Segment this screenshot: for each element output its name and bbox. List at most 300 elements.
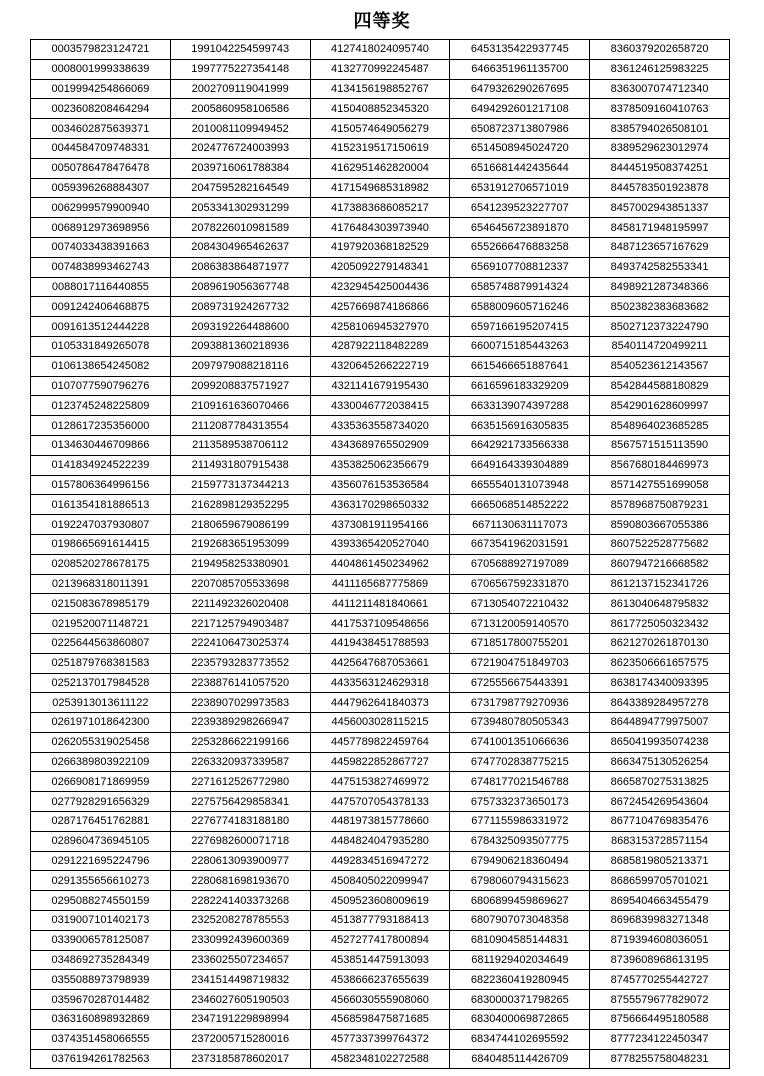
number-cell: 8613040648795832 [590, 594, 730, 614]
number-cell: 6615466651887641 [450, 356, 590, 376]
number-cell: 2099208837571927 [170, 376, 310, 396]
number-cell: 2162898129352295 [170, 495, 310, 515]
number-cell: 2114931807915438 [170, 455, 310, 475]
number-cell: 4527277417800894 [310, 930, 450, 950]
number-cell: 0291355656610273 [31, 871, 171, 891]
number-cell: 2039716061788384 [170, 158, 310, 178]
number-cell: 2109161636070466 [170, 396, 310, 416]
table-row [31, 713, 730, 733]
number-cell: 4152319517150619 [310, 138, 450, 158]
number-cell: 6822360419280945 [450, 970, 590, 990]
number-cell: 2089619056367748 [170, 277, 310, 297]
table-row [31, 376, 730, 396]
number-cell: 8502712373224790 [590, 317, 730, 337]
table-row [31, 673, 730, 693]
number-cell: 8695404663455479 [590, 891, 730, 911]
number-cell: 6466351961135700 [450, 59, 590, 79]
number-cell: 0374351458066555 [31, 1029, 171, 1049]
number-cell: 6655540131073948 [450, 475, 590, 495]
number-cell: 6721904751849703 [450, 653, 590, 673]
number-cell: 8385794026508101 [590, 119, 730, 139]
number-cell: 6748177021546788 [450, 772, 590, 792]
number-cell: 2010081109949452 [170, 119, 310, 139]
number-cell: 0074838993462743 [31, 257, 171, 277]
number-cell: 4343689765502909 [310, 435, 450, 455]
number-cell: 1997775227354148 [170, 59, 310, 79]
number-cell: 2253286622199166 [170, 732, 310, 752]
page-title: 四等奖 [353, 11, 411, 32]
number-cell: 8607947216668582 [590, 554, 730, 574]
number-cell: 8457002943851337 [590, 198, 730, 218]
number-cell: 0291221695224796 [31, 851, 171, 871]
number-cell: 2086383864871977 [170, 257, 310, 277]
number-cell: 2238907029973583 [170, 693, 310, 713]
number-cell: 4508405022099947 [310, 871, 450, 891]
number-cell: 4411211481840661 [310, 594, 450, 614]
number-cell: 0225644563860807 [31, 633, 171, 653]
number-cell: 4538666237655639 [310, 970, 450, 990]
table-row [31, 455, 730, 475]
number-cell: 4475153827469972 [310, 772, 450, 792]
number-cell: 6597166195207415 [450, 317, 590, 337]
table-row [31, 1029, 730, 1049]
table-row [31, 752, 730, 772]
number-cell: 6494292601217108 [450, 99, 590, 119]
number-cell: 0319007101402173 [31, 911, 171, 931]
number-cell: 0295088274550159 [31, 891, 171, 911]
number-cell: 8672454269543604 [590, 792, 730, 812]
number-cell: 2047595282164549 [170, 178, 310, 198]
number-cell: 6830400069872865 [450, 1010, 590, 1030]
number-cell: 0192247037930807 [31, 515, 171, 535]
number-cell: 8458171948195997 [590, 218, 730, 238]
number-cell: 2112087784313554 [170, 416, 310, 436]
number-cell: 4171549685318982 [310, 178, 450, 198]
number-cell: 0008001999338639 [31, 59, 171, 79]
number-cell: 6834744102695592 [450, 1029, 590, 1049]
number-cell: 8502382383683682 [590, 297, 730, 317]
number-cell: 8567571515113590 [590, 435, 730, 455]
number-cell: 8756664495180588 [590, 1010, 730, 1030]
number-cell: 0107077590796276 [31, 376, 171, 396]
number-cell: 6747702838775215 [450, 752, 590, 772]
number-cell: 2336025507234657 [170, 950, 310, 970]
number-cell: 2159773137344213 [170, 475, 310, 495]
number-cell: 2192683651953099 [170, 534, 310, 554]
number-cell: 4459822852867727 [310, 752, 450, 772]
table-row [31, 970, 730, 990]
table-row [31, 653, 730, 673]
number-cell: 4373081911954166 [310, 515, 450, 535]
number-cell: 6514508945024720 [450, 138, 590, 158]
table-row [31, 396, 730, 416]
number-cell: 0003579823124721 [31, 40, 171, 60]
table-row [31, 356, 730, 376]
number-cell: 4320645266222719 [310, 356, 450, 376]
number-cell: 6784325093507775 [450, 831, 590, 851]
number-cell: 0376194261782563 [31, 1049, 171, 1069]
number-cell: 6600715185443263 [450, 336, 590, 356]
number-cell: 2084304965462637 [170, 237, 310, 257]
number-cell: 4492834516947272 [310, 851, 450, 871]
number-cell: 8612137152341726 [590, 574, 730, 594]
number-cell: 4475707054378133 [310, 792, 450, 812]
number-cell: 4513877793188413 [310, 911, 450, 931]
number-cell: 6585748879914324 [450, 277, 590, 297]
number-cell: 8487123657167629 [590, 237, 730, 257]
table-row [31, 812, 730, 832]
number-cell: 8540523612143567 [590, 356, 730, 376]
number-cell: 2093881360218936 [170, 336, 310, 356]
number-cell: 0289604736945105 [31, 831, 171, 851]
number-cell: 0128617235356000 [31, 416, 171, 436]
number-cell: 2271612526772980 [170, 772, 310, 792]
number-cell: 0044584709748331 [31, 138, 171, 158]
number-cell: 4577337399764372 [310, 1029, 450, 1049]
number-cell: 0262055319025458 [31, 732, 171, 752]
number-cell: 6806899459869627 [450, 891, 590, 911]
number-cell: 4257669874186866 [310, 297, 450, 317]
number-cell: 0068912973698956 [31, 218, 171, 238]
number-cell: 0091613512444228 [31, 317, 171, 337]
number-cell: 6840485114426709 [450, 1049, 590, 1069]
number-cell: 0266389803922109 [31, 752, 171, 772]
number-cell: 6552666476883258 [450, 237, 590, 257]
number-cell: 0359670287014482 [31, 990, 171, 1010]
number-cell: 6671130631117073 [450, 515, 590, 535]
number-cell: 6713054072210432 [450, 594, 590, 614]
number-cell: 0059396268884307 [31, 178, 171, 198]
number-cell: 2239389298266947 [170, 713, 310, 733]
number-cell: 4176484303973940 [310, 218, 450, 238]
number-cell: 4205092279148341 [310, 257, 450, 277]
table-row [31, 416, 730, 436]
number-cell: 0348692735284349 [31, 950, 171, 970]
number-cell: 8363007074712340 [590, 79, 730, 99]
table-row [31, 59, 730, 79]
number-cell: 4566030555908060 [310, 990, 450, 1010]
number-cell: 8578968750879231 [590, 495, 730, 515]
table-row [31, 515, 730, 535]
table-row [31, 534, 730, 554]
table-row [31, 594, 730, 614]
number-cell: 4447962641840373 [310, 693, 450, 713]
number-cell: 2341514498719832 [170, 970, 310, 990]
table-row [31, 297, 730, 317]
number-cell: 2346027605190503 [170, 990, 310, 1010]
number-cell: 2097979088218116 [170, 356, 310, 376]
number-cell: 0213968318011391 [31, 574, 171, 594]
number-cell: 8617725050323432 [590, 614, 730, 634]
table-row [31, 732, 730, 752]
number-cell: 4162951462820004 [310, 158, 450, 178]
table-row [31, 871, 730, 891]
number-cell: 8540114720499211 [590, 336, 730, 356]
number-cell: 6649164339304889 [450, 455, 590, 475]
number-cell: 2330992439600369 [170, 930, 310, 950]
number-cell: 4582348102272588 [310, 1049, 450, 1069]
number-cell: 2282241403373268 [170, 891, 310, 911]
number-cell: 4425647687053661 [310, 653, 450, 673]
number-cell: 8567680184469973 [590, 455, 730, 475]
number-cell: 0208520278678175 [31, 554, 171, 574]
number-cell: 8683153728571154 [590, 831, 730, 851]
number-cell: 6830000371798265 [450, 990, 590, 1010]
number-cell: 8623506661657575 [590, 653, 730, 673]
number-cell: 8643389284957278 [590, 693, 730, 713]
number-cell: 4356076153536584 [310, 475, 450, 495]
number-cell: 2194958253380901 [170, 554, 310, 574]
number-cell: 2280613093900977 [170, 851, 310, 871]
number-cell: 4484824047935280 [310, 831, 450, 851]
number-cell: 4404861450234962 [310, 554, 450, 574]
number-cell: 2276774183188180 [170, 812, 310, 832]
number-cell: 8621270261870130 [590, 633, 730, 653]
table-row [31, 435, 730, 455]
table-row [31, 1049, 730, 1069]
number-cell: 4481973815778660 [310, 812, 450, 832]
number-cell: 2024776724003993 [170, 138, 310, 158]
number-cell: 8778255758048231 [590, 1049, 730, 1069]
number-cell: 0277928291656329 [31, 792, 171, 812]
number-cell: 2113589538706112 [170, 435, 310, 455]
number-cell: 0105331849265078 [31, 336, 171, 356]
number-cell: 4258106945327970 [310, 317, 450, 337]
number-cell: 8685819805213371 [590, 851, 730, 871]
table-row [31, 574, 730, 594]
number-cell: 6718517800755201 [450, 633, 590, 653]
number-cell: 6811929402034649 [450, 950, 590, 970]
number-cell: 8444519508374251 [590, 158, 730, 178]
table-row [31, 79, 730, 99]
number-cell: 8638174340093395 [590, 673, 730, 693]
number-cell: 4127418024095740 [310, 40, 450, 60]
number-cell: 0198665691614415 [31, 534, 171, 554]
number-cell: 8493742582553341 [590, 257, 730, 277]
number-cell: 8590803667055386 [590, 515, 730, 535]
number-cell: 0062999579900940 [31, 198, 171, 218]
number-cell: 4287922118482289 [310, 336, 450, 356]
table-row [31, 158, 730, 178]
number-cell: 2078226010981589 [170, 218, 310, 238]
table-row [31, 930, 730, 950]
table-row [31, 138, 730, 158]
number-cell: 4197920368182529 [310, 237, 450, 257]
number-cell: 8542844588180829 [590, 376, 730, 396]
number-cell: 4353825062356679 [310, 455, 450, 475]
number-cell: 4132770992245487 [310, 59, 450, 79]
number-cell: 0252137017984528 [31, 673, 171, 693]
number-cell: 8378509160410763 [590, 99, 730, 119]
number-cell: 0157806364996156 [31, 475, 171, 495]
number-cell: 6807907073048358 [450, 911, 590, 931]
number-cell: 2372005715280016 [170, 1029, 310, 1049]
number-cell: 6531912706571019 [450, 178, 590, 198]
number-cell: 4150574649056279 [310, 119, 450, 139]
number-cell: 0134630446709866 [31, 435, 171, 455]
table-row [31, 990, 730, 1010]
number-cell: 4134156198852767 [310, 79, 450, 99]
number-cell: 8360379202658720 [590, 40, 730, 60]
number-cell: 0251879768381583 [31, 653, 171, 673]
winning-numbers-table [30, 39, 730, 1069]
number-cell: 2238876141057520 [170, 673, 310, 693]
number-cell: 2235793283773552 [170, 653, 310, 673]
number-cell: 6739480780505343 [450, 713, 590, 733]
number-cell: 8677104769835476 [590, 812, 730, 832]
number-cell: 0215083678985179 [31, 594, 171, 614]
number-cell: 6725556675443391 [450, 673, 590, 693]
number-cell: 6771155986331972 [450, 812, 590, 832]
number-cell: 2211492326020408 [170, 594, 310, 614]
number-cell: 8650419935074238 [590, 732, 730, 752]
table-row [31, 237, 730, 257]
number-cell: 8644894779975007 [590, 713, 730, 733]
number-cell: 8686599705701021 [590, 871, 730, 891]
number-cell: 8607522528775682 [590, 534, 730, 554]
table-row [31, 277, 730, 297]
number-cell: 8498921287348366 [590, 277, 730, 297]
number-cell: 0141834924522239 [31, 455, 171, 475]
number-cell: 2325208278785553 [170, 911, 310, 931]
number-cell: 8445783501923878 [590, 178, 730, 198]
table-row [31, 475, 730, 495]
table-row [31, 1010, 730, 1030]
number-cell: 6705688927197089 [450, 554, 590, 574]
number-cell: 8719394608036051 [590, 930, 730, 950]
table-row [31, 792, 730, 812]
table-row [31, 99, 730, 119]
number-cell: 0253913013611122 [31, 693, 171, 713]
number-cell: 0219520071148721 [31, 614, 171, 634]
number-cell: 6616596183329209 [450, 376, 590, 396]
number-cell: 4568598475871685 [310, 1010, 450, 1030]
table-row [31, 772, 730, 792]
number-cell: 6706567592331870 [450, 574, 590, 594]
table-row [31, 178, 730, 198]
number-cell: 8361246125983225 [590, 59, 730, 79]
number-cell: 6479326290267695 [450, 79, 590, 99]
number-cell: 2347191229898994 [170, 1010, 310, 1030]
number-cell: 0339006578125087 [31, 930, 171, 950]
number-cell: 4173883686085217 [310, 198, 450, 218]
table-row [31, 614, 730, 634]
table-row [31, 336, 730, 356]
number-cell: 4393365420527040 [310, 534, 450, 554]
number-cell: 6798060794315623 [450, 871, 590, 891]
number-cell: 6541239523227707 [450, 198, 590, 218]
number-cell: 6633139074397288 [450, 396, 590, 416]
number-cell: 2373185878602017 [170, 1049, 310, 1069]
table-row [31, 495, 730, 515]
number-cell: 8548964023685285 [590, 416, 730, 436]
table-row [31, 851, 730, 871]
number-cell: 0266908171869959 [31, 772, 171, 792]
number-cell: 2207085705533698 [170, 574, 310, 594]
number-cell: 2180659679086199 [170, 515, 310, 535]
number-cell: 6453135422937745 [450, 40, 590, 60]
number-cell: 2005860958106586 [170, 99, 310, 119]
table-row [31, 831, 730, 851]
table-row [31, 119, 730, 139]
table-row [31, 40, 730, 60]
number-cell: 8777234122450347 [590, 1029, 730, 1049]
number-cell: 0363160898932869 [31, 1010, 171, 1030]
number-cell: 6810904585144831 [450, 930, 590, 950]
number-cell: 4433563124629318 [310, 673, 450, 693]
table-row [31, 950, 730, 970]
number-cell: 6794906218360494 [450, 851, 590, 871]
number-cell: 4419438451788593 [310, 633, 450, 653]
number-cell: 8389529623012974 [590, 138, 730, 158]
number-cell: 4456003028115215 [310, 713, 450, 733]
number-cell: 6546456723891870 [450, 218, 590, 238]
number-cell: 0023608208464294 [31, 99, 171, 119]
number-cell: 0355088973798939 [31, 970, 171, 990]
number-cell: 4509523608009619 [310, 891, 450, 911]
table-row [31, 317, 730, 337]
number-cell: 8663475130526254 [590, 752, 730, 772]
number-cell: 8542901628609997 [590, 396, 730, 416]
table-row [31, 633, 730, 653]
number-cell: 6665068514852222 [450, 495, 590, 515]
number-cell: 0161354181886513 [31, 495, 171, 515]
number-cell: 6516681442435644 [450, 158, 590, 178]
number-cell: 6508723713807986 [450, 119, 590, 139]
number-cell: 2224106473025374 [170, 633, 310, 653]
table-row [31, 693, 730, 713]
number-cell: 6713120059140570 [450, 614, 590, 634]
number-cell: 2275756429858341 [170, 792, 310, 812]
number-cell: 4363170298650332 [310, 495, 450, 515]
number-cell: 6642921733566338 [450, 435, 590, 455]
number-cell: 0287176451762881 [31, 812, 171, 832]
table-row [31, 257, 730, 277]
number-cell: 6757332373650173 [450, 792, 590, 812]
table-row [31, 891, 730, 911]
number-cell: 0019994254866069 [31, 79, 171, 99]
number-cell: 0074033438391663 [31, 237, 171, 257]
number-cell: 6741001351066636 [450, 732, 590, 752]
number-cell: 2280681698193670 [170, 871, 310, 891]
number-cell: 0034602875639371 [31, 119, 171, 139]
number-cell: 2093192264488600 [170, 317, 310, 337]
number-cell: 4330046772038415 [310, 396, 450, 416]
number-cell: 2263320937339587 [170, 752, 310, 772]
number-cell: 0106138654245082 [31, 356, 171, 376]
number-cell: 6673541962031591 [450, 534, 590, 554]
number-cell: 4538514475913093 [310, 950, 450, 970]
number-cell: 6635156916305835 [450, 416, 590, 436]
number-cell: 4457789822459764 [310, 732, 450, 752]
table-row [31, 198, 730, 218]
number-cell: 8739608968613195 [590, 950, 730, 970]
number-cell: 4150408852345320 [310, 99, 450, 119]
number-cell: 4232945425004436 [310, 277, 450, 297]
number-cell: 2002709119041999 [170, 79, 310, 99]
table-row [31, 554, 730, 574]
number-cell: 0091242406468875 [31, 297, 171, 317]
number-cell: 8745770255442727 [590, 970, 730, 990]
number-cell: 8665870275313825 [590, 772, 730, 792]
number-cell: 8755579677829072 [590, 990, 730, 1010]
number-cell: 4321141679195430 [310, 376, 450, 396]
number-cell: 6569107708812337 [450, 257, 590, 277]
number-cell: 8696839983271348 [590, 911, 730, 931]
number-cell: 0261971018642300 [31, 713, 171, 733]
number-cell: 0088017116440855 [31, 277, 171, 297]
number-cell: 2217125794903487 [170, 614, 310, 634]
